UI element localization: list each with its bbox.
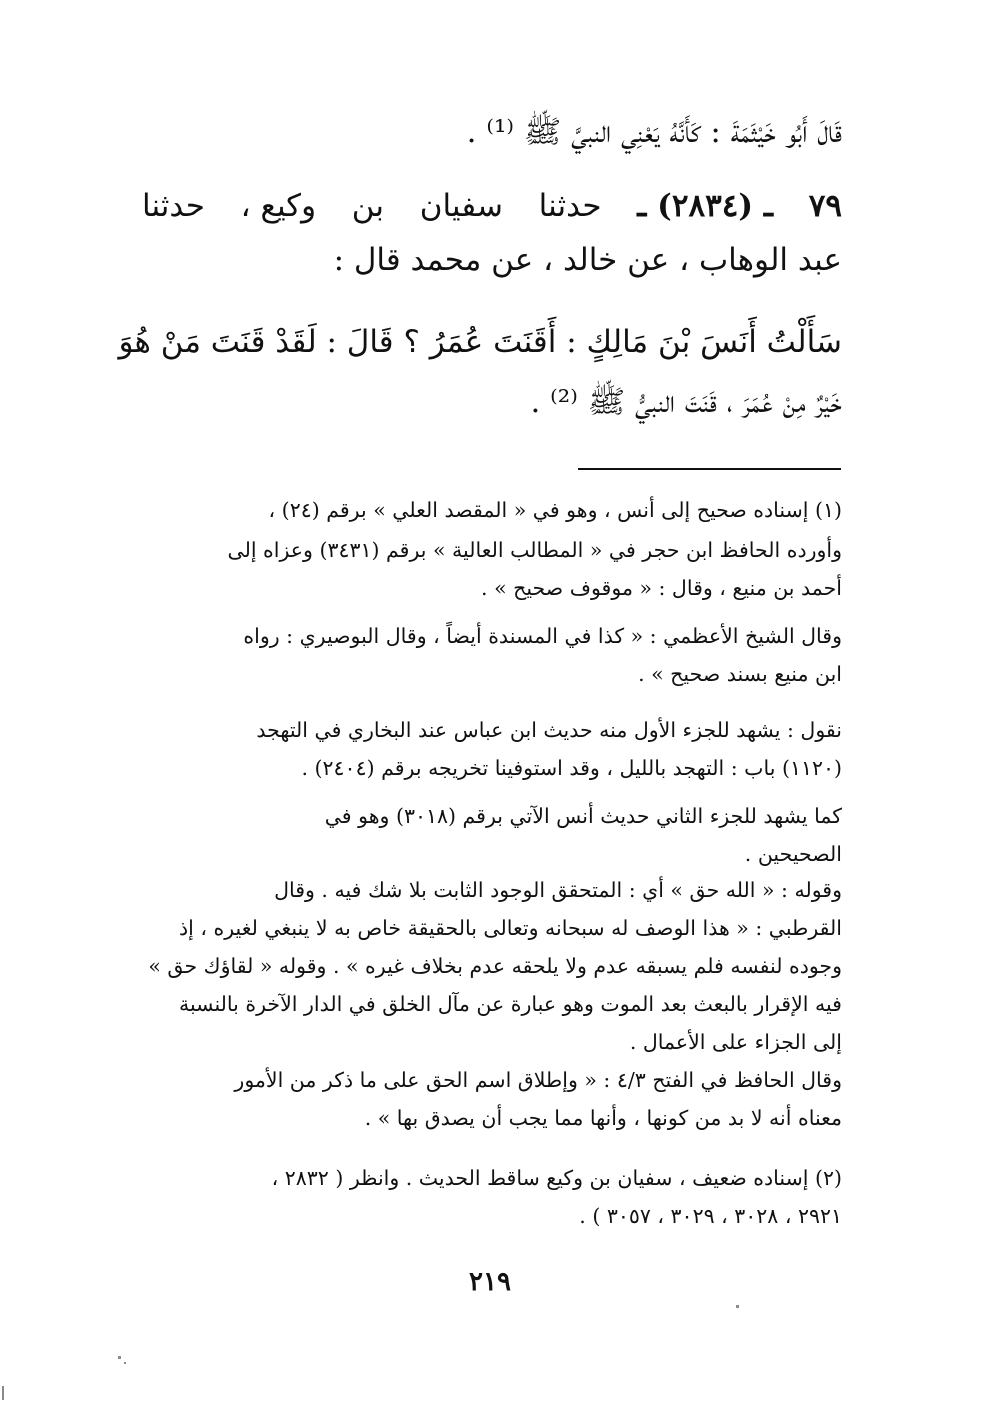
hadith-79-matn-line1: سَأَلْتُ أَنَسَ بْنَ مَالِكٍ : أَقَنَتَ عُمَرُ ؟ قَالَ : لَقَدْ قَنَتَ مَنْ هُوَ [118,324,842,360]
hafiz-fath-line: معناه أنه لا بد من كونها ، وأنها مما يجب أن يصدق بها » . [364,1106,842,1130]
footnote-2-line: (٢) إسناده ضعيف ، سفيان بن وكيع ساقط الحديث . وانظر ( ٢٨٣٢ ، [271,1166,842,1190]
qawluhu-line: فيه الإقرار بالبعث بعد الموت وهو عبارة عن مآل الخلق في الدار الآخرة بالنسبة [179,992,842,1016]
footnote-1-line: أحمد بن منيع ، وقال : « موقوف صحيح » . [481,576,842,600]
hadith-number: ٧٩ [808,188,842,224]
hadith-79-isnad-line2: عبد الوهاب ، عن خالد ، عن محمد قال : [333,242,842,278]
kama-line: الصحيحين . [744,842,842,866]
qawluhu-line: إلى الجزاء على الأعمال . [629,1030,842,1054]
isnad-word: سفيان [419,188,503,224]
hadith-79-isnad-line1 [142,186,842,226]
scan-speck [2,1386,4,1400]
isnad-word: حدثنا [538,188,602,224]
qawluhu-line: القرطبي : « هذا الوصف له سبحانه وتعالى بالحقيقة خاص به لا ينبغي لغيره ، إذ [179,916,842,940]
isnad-word: وكيع ، [240,188,317,224]
footnote-2-line: ٢٩٢١ ، ٣٠٢٨ ، ٣٠٢٩ ، ٣٠٥٧ ) . [579,1204,842,1228]
naqul-line: (١١٢٠) باب : التهجد بالليل ، وقد استوفينا تخريجه برقم (٢٤٠٤) . [301,756,842,780]
kama-line: كما يشهد للجزء الثاني حديث أنس الآتي برقم (٣٠١٨) وهو في [324,804,842,828]
footnote-divider [578,468,841,470]
scan-speck [736,1305,739,1308]
azami-comment-line: وقال الشيخ الأعظمي : « كذا في المسندة أيضاً ، وقال البوصيري : رواه [243,624,842,648]
hafiz-fath-line: وقال الحافظ في الفتح ٤/٣ : « وإطلاق اسم الحق على ما ذكر من الأمور [234,1068,842,1092]
page-number: ٢١٩ [469,1267,511,1297]
qawluhu-line: وقوله : « الله حق » أي : المتحقق الوجود الثابت بلا شك فيه . وقال [274,878,842,902]
footnote-1-line: وأورده الحافظ ابن حجر في « المطالب العالية » برقم (٣٤٣١) وعزاه إلى [227,538,842,562]
naqul-line: نقول : يشهد للجزء الأول منه حديث ابن عباس عند البخاري في التهجد [256,718,842,742]
isnad-word: بن [351,188,384,224]
hadith-cross-ref: ـ (٢٨٣٤) ـ [637,188,773,224]
scan-speck [118,1356,121,1359]
footnote-1-line: (١) إسناده صحيح إلى أنس ، وهو في « المقصد العلي » برقم (٢٤) ، [268,498,842,522]
azami-comment-line: ابن منيع بسند صحيح » . [638,662,842,686]
isnad-word: حدثنا [142,188,205,224]
qawluhu-line: وجوده لنفسه فلم يسبقه عدم ولا يلحقه عدم بخلاف غيره » . وقوله « لقاؤك حق » [148,954,842,978]
hadith-79-matn-line2: خَيْرٌ مِنْ عُمَرَ ، قَنَتَ النبيُّ ﷺ ⁽²⁾ . [530,384,842,420]
scan-speck [124,1362,126,1364]
abu-khaythama-line: قَالَ أَبُو خَيْثَمَةَ : كَأَنَّهُ يَعْنِي النبيَّ ﷺ ⁽¹⁾ . [466,114,842,150]
